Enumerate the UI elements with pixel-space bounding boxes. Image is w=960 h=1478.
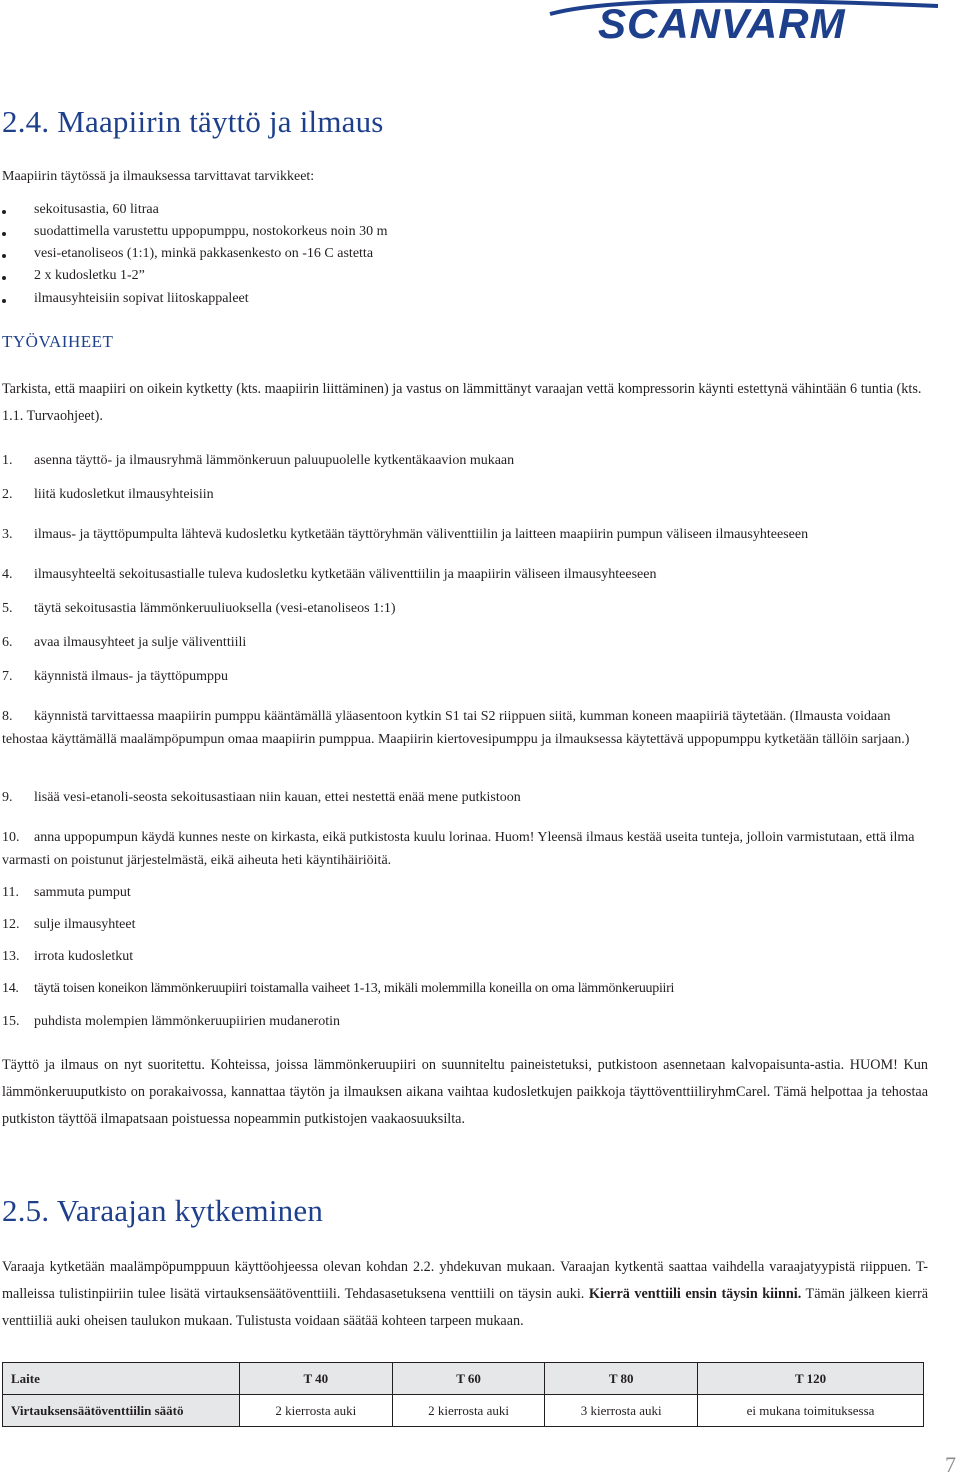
step-item (2, 665, 928, 688)
step-number: 15. (2, 1014, 20, 1029)
step-item (2, 977, 928, 1000)
step-item (2, 523, 928, 546)
step-number: 12. (2, 917, 20, 932)
section-title-2-5: 2.5. Varaajan kytkeminen (2, 1193, 324, 1228)
closing-paragraph: Täyttö ja ilmaus on nyt suoritettu. Kohteissa, joissa lämmönkeruupiiri on suunniteltu paineistetuksi, putkistoon asennetaan kalvopaisunta-astia. HUOM! Kun lämmönkeruuputkisto on porakaivossa, kannattaa täytön ja ilmauksen aikana vaihtaa kudosletkujen paikkoja täyttöventtiiliryhmCarel. Tämä helpottaa ja tehostaa putkiston täyttöä ilmapatsaan poistuessa nopeammin putkistojen vaakaosuuksilta. (2, 1057, 928, 1127)
step-item (2, 945, 928, 968)
step-text: käynnistä ilmaus- ja täyttöpumppu (34, 669, 229, 684)
table-header-cell: T 40 (240, 1363, 393, 1395)
step-text: liitä kudosletkut ilmausyhteisiin (34, 487, 214, 502)
bullet-dot (2, 254, 6, 258)
step-text: sulje ilmausyhteet (34, 917, 136, 932)
step-number: 13. (2, 949, 20, 964)
step-text: täytä sekoitusastia lämmönkeruuliuoksella (vesi-etanoliseos 1:1) (34, 601, 396, 616)
table-row (3, 1395, 924, 1427)
step-number: 3. (2, 527, 13, 542)
step-item (2, 881, 928, 904)
step-text: asenna täyttö- ja ilmausryhmä lämmönkeruun paluupuolelle kytkentäkaavion mukaan (34, 453, 515, 468)
step-number: 8. (2, 709, 13, 724)
step-text: sammuta pumput (34, 885, 131, 900)
table-cell: 3 kierrosta auki (545, 1395, 698, 1427)
step-number: 14. (2, 981, 19, 996)
step-number: 5. (2, 601, 13, 616)
step-number: 6. (2, 635, 13, 650)
step-number: 2. (2, 487, 13, 502)
step-text: anna uppopumpun käydä kunnes neste on kirkasta, eikä putkistosta kuulu lorinaa. Huom! Yleensä ilmaus kestää useita tunteja, jolloin varmistutaan, että ilma varmasti on poistunut järjestelmästä, eikä aiheuta heti käyntihäiriöitä. (2, 830, 915, 868)
step-item (2, 913, 928, 936)
section-title-2-4: 2.4. Maapiirin täyttö ja ilmaus (2, 104, 384, 139)
pre-instructions: Tarkista, että maapiiri on oikein kytketty (kts. maapiirin liittäminen) ja vastus on lämmittänyt varaajan vettä kompressorin käynti estettynä vähintään 6 tuntia (kts. 1.1. Turvaohjeet). (2, 381, 922, 424)
step-item (2, 786, 928, 809)
step-number: 11. (2, 885, 19, 900)
table-cell: 2 kierrosta auki (392, 1395, 545, 1427)
step-text: puhdista molempien lämmönkeruupiirien mudanerotin (34, 1014, 340, 1029)
step-number: 10. (2, 830, 20, 845)
step-item (2, 483, 928, 506)
table-header-cell: Laite (3, 1363, 240, 1395)
step-item (2, 705, 928, 751)
step-text: ilmaus- ja täyttöpumpulta lähtevä kudosletku kytketään täyttöryhmän väliventtiilin ja laitteen maapiirin pumpun väliseen ilmausyhteeseen (34, 527, 809, 542)
step-text: täytä toisen koneikon lämmönkeruupiiri toistamalla vaiheet 1-13, mikäli molemmilla koneilla on oma lämmönkeruupiiri (34, 981, 675, 996)
step-text: irrota kudosletkut (34, 949, 134, 964)
step-item (2, 597, 928, 620)
table-header-cell: T 60 (392, 1363, 545, 1395)
step-number: 1. (2, 453, 13, 468)
step-item (2, 449, 928, 472)
varaaja-paragraph: Varaaja kytketään maalämpöpumppuun käyttöohjeessa olevan kohdan 2.2. yhdekuvan mukaan. Varaajan kytkentä saattaa vaihdella varaajatyypistä riippuen. T-malleissa tulistinpiiriin tulee lisätä virtauksensäätöventtiili. Tehdasasetuksena venttiili on täysin auki. Kierrä venttiili ensin täysin kiinni. Tämän jälkeen kierrä venttiiliä auki oheisen taulukon mukaan. Tulistusta voidaan säätää kohteen tarpeen mukaan. (2, 1259, 929, 1329)
subheading-tyovaiheet: TYÖVAIHEET (2, 332, 114, 351)
step-text: käynnistä tarvittaessa maapiirin pumppu kääntämällä yläasentoon kytkin S1 tai S2 riippuen siitä, kumman koneen maapiiriä täytetään. (Ilmausta voidaan tehostaa käyttämällä maalämpöpumpun omaa maapiirin pumppua. Maapiirin kiertovesipumppu ja ilmauksessa käytettävä uppopumppu kytketään tällöin sarjaan.) (2, 709, 910, 747)
step-text: avaa ilmausyhteet ja sulje väliventtiili (34, 635, 247, 650)
step-item (2, 826, 928, 872)
step-text: lisää vesi-etanoli-seosta sekoitusastiaan niin kauan, ettei nestettä enää mene putkistoon (34, 790, 521, 805)
table-header-cell: T 80 (545, 1363, 698, 1395)
step-text: ilmausyhteeltä sekoitusastialle tuleva kudosletku kytketään väliventtiilin ja maapiirin väliseen ilmausyhteeseen (34, 567, 657, 582)
page-number: 7 (945, 1452, 956, 1477)
step-item (2, 631, 928, 654)
bullet-dot (2, 299, 6, 303)
table-header-row (3, 1363, 924, 1395)
step-number: 4. (2, 567, 13, 582)
table-cell: ei mukana toimituksessa (698, 1395, 924, 1427)
table-cell: 2 kierrosta auki (240, 1395, 393, 1427)
intro-text: Maapiirin täytössä ja ilmauksessa tarvittavat tarvikkeet: (2, 169, 315, 184)
table-row-label: Virtauksensäätöventtiilin säätö (3, 1395, 240, 1427)
table-header-cell: T 120 (698, 1363, 924, 1395)
step-number: 9. (2, 790, 13, 805)
bold-instruction: Kierrä venttiili ensin täysin kiinni. (588, 1286, 802, 1302)
step-item (2, 563, 928, 586)
bullet-dot (2, 276, 6, 280)
bullet-dot (2, 232, 6, 236)
logo-text: SCANVARM (598, 0, 846, 47)
valve-settings-table (2, 1362, 924, 1427)
step-number: 7. (2, 669, 13, 684)
bullet-dot (2, 210, 6, 214)
scanvarm-logo (548, 0, 948, 48)
step-item (2, 1010, 928, 1033)
